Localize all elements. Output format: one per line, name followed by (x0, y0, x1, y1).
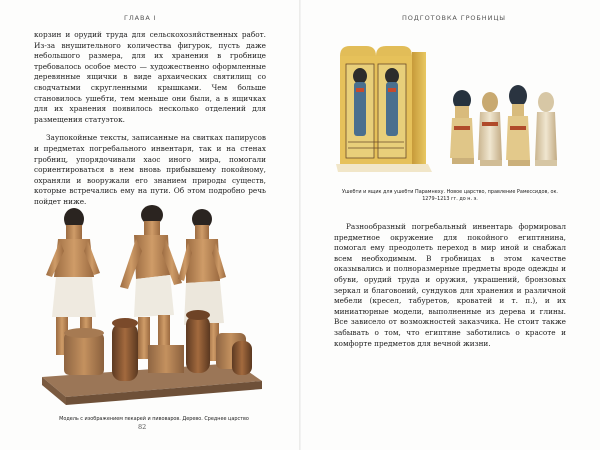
left-figure-caption: Модель с изображением пекарей и пивоваров. Дерево. Среднее царство (59, 416, 249, 422)
left-body-text (34, 30, 266, 208)
right-body-text (334, 222, 566, 349)
left-paragraph-1: корзин и орудий труда для сельскохозяйственных работ. Из-за внушительного количества фигурок, пусть даже небольшого размера, для их хранения в гробнице требовалось особое место — художественно оформленные деревянные ящички в виде архаических святилищ со сводчатыми скругленными крышками. Чем больше становилось ушебти, тем меньше они были, а в ящичках для их хранения появилось несколько отделений для размещения статуэток. (34, 30, 266, 124)
bakers-brewers-model-image (36, 205, 266, 410)
left-running-head: ГЛАВА I (124, 14, 157, 22)
right-paragraph-1: Разнообразный погребальный инвентарь формировал предметное окружение для покойного египтянина, помогал ему преодолеть переход в мир иной и снабжал всем необходимым. В гробницах в этом качестве оказывались и полноразмерные предметы вроде одежды и обуви, орудий труда и оружия, украшений, бронзовых зеркал и благовоний, сундуков для хранения и различной мебели (кресел, табуретов, кроватей и т. п.), и их миниатюрные модели, выполненные из дерева и глины. Все зависело от возможностей заказчика. Не стоит также забывать о том, что египтяне заботились о красоте и комфорте предметов для вечной жизни. (334, 222, 566, 348)
left-paragraph-2: Заупокойные тексты, записанные на свитках папирусов и предметах погребального инвентаря, так и на стенах гробниц, упорядочивали хаос иного мира, помогали сориентироваться в нем вновь прибывшему покойному, охраняли и вооружали его знанием природы существ, которые встречались ему на пути. Об этом подробно речь пойдет ниже. (34, 133, 266, 206)
shabti-box-image (336, 42, 566, 182)
right-figure-caption: Ушебти и ящик для ушебти Парамнеху. Новое царство, правление Рамессидов, ок. 1279–1213 гг. до н. э. (342, 189, 558, 203)
right-running-head: ПОДГОТОВКА ГРОБНИЦЫ (402, 14, 506, 22)
page-number: 82 (138, 423, 147, 431)
